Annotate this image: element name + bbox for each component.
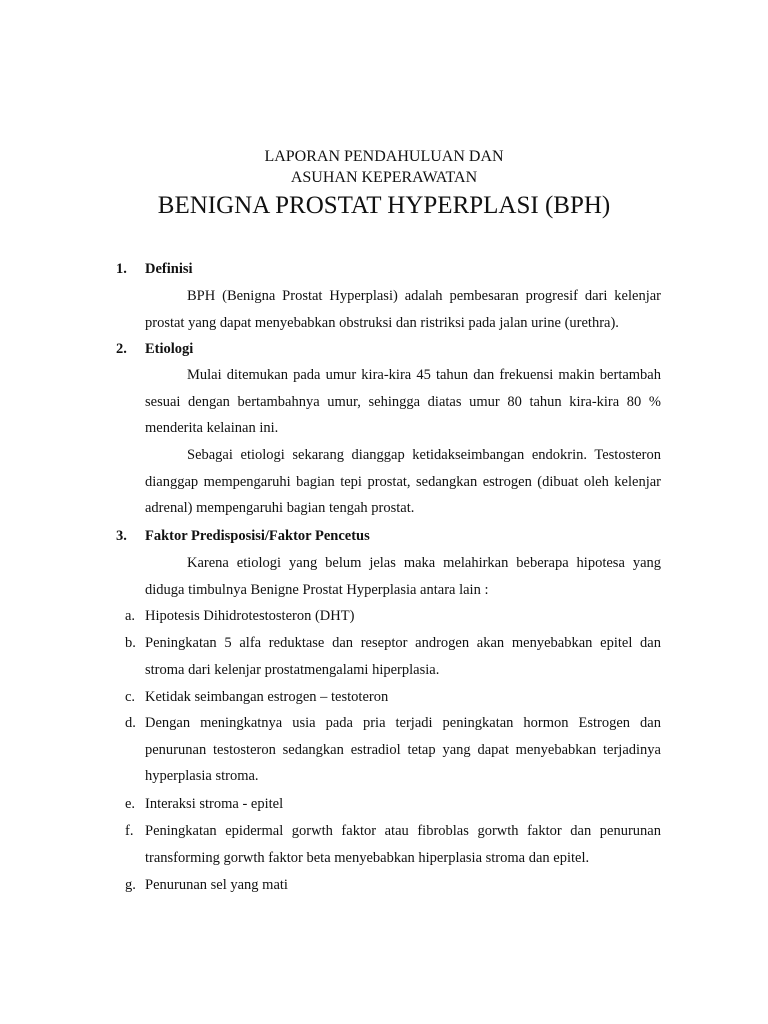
list-item-letter: f. bbox=[125, 823, 134, 839]
header-line-2: ASUHAN KEPERAWATAN bbox=[290, 169, 478, 186]
list-item-text: Hipotesis Dihidrotestosteron (DHT) bbox=[145, 608, 355, 624]
section-title-faktor: Faktor Predisposisi/Faktor Pencetus bbox=[145, 528, 370, 544]
document-title: BENIGNA PROSTAT HYPERPLASI (BPH) bbox=[157, 192, 611, 219]
list-item-text: Peningkatan 5 alfa reduktase dan reseptor androgen akan menyebabkan epitel dan stroma dari kelenjar prostatmengalami hiperplasia. bbox=[145, 635, 661, 678]
list-item-letter: e. bbox=[125, 796, 136, 812]
paragraph: BPH (Benigna Prostat Hyperplasi) adalah pembesaran progresif dari kelenjar prostat yang dapat menyebabkan obstruksi dan ristriksi pada jalan urine (urethra). bbox=[145, 288, 661, 331]
paragraph: Sebagai etiologi sekarang dianggap ketidakseimbangan endokrin. Testosteron dianggap mempengaruhi bagian tepi prostat, sedangkan estrogen (dibuat oleh kelenjar adrenal) mempengaruhi bagian tengah prostat. bbox=[145, 447, 661, 517]
section-number: 3. bbox=[116, 528, 127, 544]
list-item-text: Dengan meningkatnya usia pada pria terjadi peningkatan hormon Estrogen dan penurunan testosteron sedangkan estradiol tetap yang dapat menyebabkan terjadinya hyperplasia stroma. bbox=[145, 715, 661, 785]
section-number: 1. bbox=[116, 261, 127, 277]
paragraph: Karena etiologi yang belum jelas maka melahirkan beberapa hipotesa yang diduga timbulnya Benigne Prostat Hyperplasia antara lain : bbox=[145, 555, 661, 598]
paragraph: Mulai ditemukan pada umur kira-kira 45 tahun dan frekuensi makin bertambah sesuai dengan bertambahnya umur, sehingga diatas umur 80 tahun kira-kira 80 % menderita kelainan ini. bbox=[145, 367, 661, 437]
list-item-text: Ketidak seimbangan estrogen – testoteron bbox=[145, 689, 389, 705]
list-item-letter: g. bbox=[125, 877, 136, 893]
list-item-letter: d. bbox=[125, 715, 136, 731]
list-item-text: Penurunan sel yang mati bbox=[145, 877, 288, 893]
section-number: 2. bbox=[116, 341, 127, 357]
list-item-text: Peningkatan epidermal gorwth faktor atau fibroblas gorwth faktor dan penurunan transforming gorwth faktor beta menyebabkan hiperplasia stroma dan epitel. bbox=[145, 823, 661, 866]
section-title-etiologi: Etiologi bbox=[145, 341, 194, 357]
section-title-definisi: Definisi bbox=[145, 261, 193, 277]
list-item-letter: b. bbox=[125, 635, 136, 651]
list-item-text: Interaksi stroma - epitel bbox=[145, 796, 284, 812]
list-item-letter: c. bbox=[125, 689, 136, 705]
list-item-letter: a. bbox=[125, 608, 136, 624]
header-line-1: LAPORAN PENDAHULUAN DAN bbox=[264, 148, 504, 165]
